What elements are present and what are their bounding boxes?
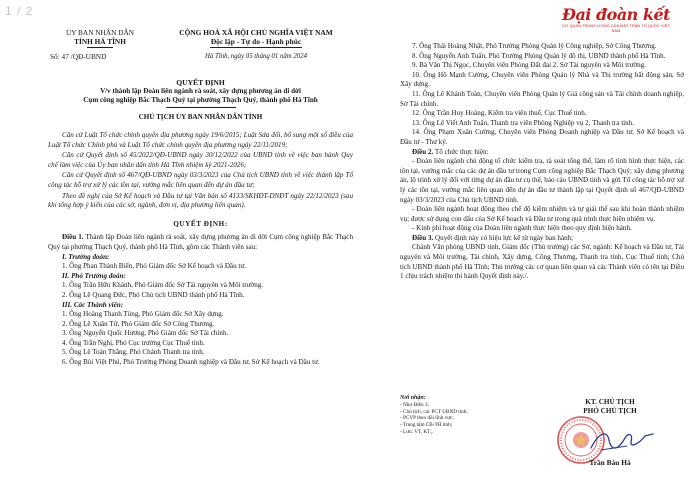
issuer-province: TỈNH HÀ TĨNH [74, 37, 126, 46]
article-text: Thành lập Đoàn liên ngành rà soát, xây dựng phương án di dời Cụm công nghiệp Bắc Thạch Quý tại phường Thạch Quý, thành phố Hà Tĩnh, gồm các Thành viên sau: [48, 233, 353, 251]
document-page-2 [380, 0, 690, 480]
paragraph: - Đoàn liên ngành hoạt động theo chế độ kiêm nhiệm và tự giải thể sau khi hoàn thành nhiệm vụ; được sử dụng con dấu của Sở Kế hoạch và Đầu tư trong quá trình thực hiện nhiệm vụ. [400, 205, 684, 223]
member-item: 5. Ông Lê Toàn Thắng, Phó Chánh Thanh tra tỉnh. [62, 348, 205, 357]
sign-line-2: PHÓ CHỦ TỊCH [583, 407, 637, 415]
paragraph: 13. Ông Lê Viết Anh Tuấn, Thanh tra viên Phòng Nghiệp vụ 2, Thanh tra tỉnh. [412, 118, 635, 127]
issuer-header [50, 28, 150, 61]
preamble-paragraph: Căn cứ Quyết định số 45/2022/QĐ-UBND ngày 30/12/2022 của UBND tỉnh về việc ban hành Quy chế làm việc của Ủy ban nhân dân tỉnh Hà Tĩnh nhiệm kỳ 2021-2026; [48, 151, 353, 169]
signature-title [548, 398, 672, 416]
group-title: III. Các Thành viên: [62, 300, 124, 309]
sign-line-1: KT. CHỦ TỊCH [585, 398, 635, 406]
group-title: II. Phó Trưởng đoàn: [62, 271, 126, 280]
paragraph: 11. Ông Lê Khánh Toàn, Chuyên viên Phòng Quản lý Giá công sản và Tài chính doanh nghiệp, Sở Tài chính. [400, 89, 684, 108]
document-date: Hà Tĩnh, ngày 05 tháng 01 năm 2024 [205, 53, 307, 60]
document-type: QUYẾT ĐỊNH [176, 78, 225, 87]
paragraph: 7. Ông Thái Hoàng Nhật, Phó Trưởng Phòng Quản lý Công nghiệp, Sở Công Thương. [412, 42, 657, 50]
recipient-item: - Chủ tịch, các PCT UBND tỉnh; [400, 408, 468, 415]
logo-wordmark: Đại đoàn kết [561, 5, 671, 24]
paragraph: - Đoàn liên ngành chủ động tổ chức kiểm tra, rà soát tổng thể, làm rõ tình hình thực hiện, các tồn tại, vướng mắc của các dự án đầu tư trong Cụm công nghiệp Bắc Thạch Quý; xây dựng phương án, lộ trình xử lý đối với từng dự án đầu tư cụ thể, báo cáo UBND tỉnh và gửi Tổ công tác hỗ trợ xử lý các tồn tại, vướng mắc liên quan đến dự án đầu tư thành lập tại Quyết định số 467/QĐ-UBND ngày 03/3/2023 của Chủ tịch UBND tỉnh. [400, 157, 684, 204]
member-item: 1. Ông Trần Hữu Khánh, Phó Giám đốc Sở Tài nguyên và Môi trường. [62, 281, 264, 290]
member-item: 2. Ông Lê Quang Đức, Phó Chủ tịch UBND thành phố Hà Tĩnh. [62, 290, 245, 299]
article-3-heading: Điều 3. Quyết định này có hiệu lực kể từ ngày ban hành; [412, 233, 574, 242]
paragraph: 10. Ông Hồ Mạnh Cường, Chuyên viên Phòng Quản lý Nhà và Thị trường bất động sản, Sở Xây dựng. [400, 70, 684, 89]
member-item: 1. Ông Hoàng Thanh Tùng, Phó Giám đốc Sở Xây dựng. [62, 310, 224, 319]
page-counter: 1 / 2 [5, 4, 34, 18]
article-2-heading: Điều 2. Tổ chức thực hiện: [412, 147, 489, 156]
preamble-paragraph: Căn cứ Luật Tổ chức chính quyền địa phương ngày 19/6/2015; Luật Sửa đổi, bổ sung một số điều của Luật Tổ chức Chính phủ và Luật Tổ chức chính quyền địa phương ngày 22/11/2019; [48, 131, 353, 149]
logo-tagline: CƠ QUAN TRUNG ƯƠNG CỦA MẶT TRẬN TỔ QUỐC VIỆT NAM [562, 24, 670, 33]
member-item: 3. Ông Nguyễn Quốc Hương, Phó Giám đốc Sở Tài chính. [62, 329, 229, 338]
subject-divider [166, 107, 236, 108]
paragraph: 12. Ông Trần Huy Hoàng, Kiểm tra viên thuế, Cục Thuế tỉnh. [412, 109, 587, 118]
national-header [156, 28, 356, 61]
recipient-item: - PCVP theo dõi lĩnh vực; [400, 415, 454, 422]
newspaper-logo [560, 6, 672, 32]
signer-name: Trần Báu Hà [589, 458, 631, 467]
recipient-item: - Như Điều 3; [400, 401, 429, 408]
preamble-paragraph: Theo đề nghị của Sở Kế hoạch và Đầu tư tại Văn bản số 4133/SKHĐT-DNĐT ngày 22/12/2023 (sau khi tổng hợp ý kiến của các sở, ngành, đơn vị, địa phương liên quan). [48, 191, 353, 210]
national-motto: Độc lập - Tự do - Hạnh phúc [210, 37, 302, 46]
member-item: 4. Ông Trần Nghị, Phó Cục trưởng Cục Thuế tỉnh. [62, 338, 205, 347]
issuing-authority: CHỦ TỊCH ỦY BAN NHÂN DÂN TỈNH [138, 113, 263, 121]
decision-body [48, 131, 353, 368]
recipient-item: - Lưu: VT, KT₁. [400, 428, 434, 435]
member-item: 1. Ông Phan Thành Biển, Phó Giám đốc Sở Kế hoạch và Đầu tư. [62, 262, 246, 271]
preamble-paragraph: Căn cứ Quyết định số 467/QĐ-UBND ngày 03/3/2023 của Chủ tịch UBND tỉnh về việc thành lập Tổ công tác hỗ trợ xử lý các tồn tại, vướng mắc liên quan đến dự án đầu tư; [48, 171, 353, 189]
recipient-item: - Trung tâm CB-TH tỉnh; [400, 422, 453, 429]
subject-line-1: V/v thành lập Đoàn liên ngành rà soát, xây dựng phương án di dời [100, 87, 301, 95]
article-label: Điều 1. [62, 233, 84, 242]
recipients-label: Nơi nhận: [400, 395, 426, 401]
paragraph: - Kinh phí hoạt động của Đoàn liên ngành thực hiện theo quy định hiện hành. [412, 224, 632, 233]
handwritten-signature-icon [587, 426, 657, 456]
decision-body-continued [400, 42, 684, 282]
issuer-name: ỦY BAN NHÂN DÂN [65, 28, 135, 37]
paragraph: 8. Ông Nguyễn Anh Tuấn, Phó Trưởng Phòng Quản lý đô thị, UBND thành phố Hà Tĩnh. [412, 51, 666, 60]
decide-heading: QUYẾT ĐỊNH: [173, 219, 228, 228]
article-1 [48, 233, 353, 252]
recipients-block [400, 395, 520, 436]
subject-line-2: Cụm công nghiệp Bắc Thạch Quý tại phường Thạch Quý, thành phố Hà Tĩnh [83, 96, 318, 104]
motto-divider [210, 47, 302, 48]
document-page-1 [38, 0, 360, 480]
member-item: 2. Ông Lê Xuân Tứ, Phó Giám đốc Sở Công Thương. [62, 319, 215, 328]
group-title: I. Trưởng đoàn: [62, 252, 110, 261]
paragraph: Chánh Văn phòng UBND tỉnh, Giám đốc (Thủ trưởng) các Sở, ngành: Kế hoạch và Đầu tư, Tài nguyên và Môi trường, Tài chính, Xây dựng, Công Thương, Thanh tra tỉnh, Cục Thuế tỉnh; Chủ tịch UBND thành phố Hà Tĩnh; Thủ trưởng các cơ quan liên quan và các Thành viên có tên tại Điều 1 chịu trách nhiệm thi hành Quyết định này./. [400, 243, 684, 281]
header-divider [87, 47, 113, 48]
document-number: Số: 47 /QĐ-UBND [50, 52, 107, 61]
member-item: 6. Ông Bùi Việt Phú, Phó Trưởng Phòng Doanh nghiệp và Đầu tư, Sở Kế hoạch và Đầu tư. [62, 358, 320, 367]
paragraph: 9. Bà Văn Thị Ngọc, Chuyên viên Phòng Đất đai 2, Sở Tài nguyên và Môi trường. [412, 61, 646, 70]
paragraph: 14. Ông Phạm Xuân Cường, Chuyên viên Phòng Doanh nghiệp và Đầu tư, Sở Kế hoạch và Đầu tư - Thư ký. [400, 128, 684, 146]
national-title: CỘNG HOÀ XÃ HỘI CHỦ NGHĨA VIỆT NAM [179, 28, 333, 37]
